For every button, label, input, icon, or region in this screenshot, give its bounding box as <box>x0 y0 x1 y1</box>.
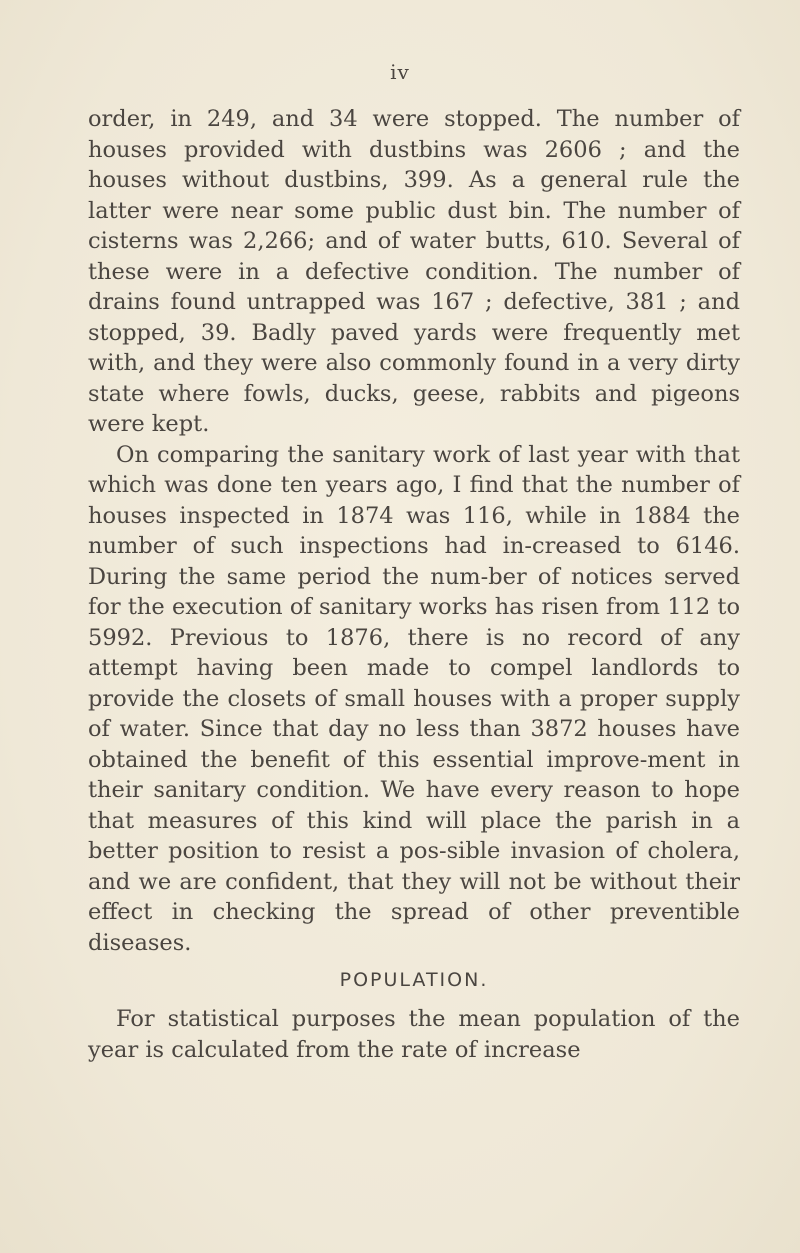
page-body <box>88 104 740 1065</box>
paragraph-population: For statistical purposes the mean population of the year is calculated from the rate of increase <box>88 1006 740 1063</box>
paragraph-sanitary-inspection-results: order, in 249, and 34 were stopped. The number of houses provided with dustbins was 2606 ; and the houses without dustbins, 399. As a general rule the latter were near some public dust bin. The number of cisterns was 2,266; and of water butts, 610. Several of these were in a defective condition. The number of drains found untrapped was 167 ; defective, 381 ; and stopped, 39. Badly paved yards were frequently met with, and they were also commonly found in a very dirty state where fowls, ducks, geese, rabbits and pigeons were kept. <box>88 106 740 437</box>
section-heading-population: POPULATION. <box>339 969 489 991</box>
paragraph-sanitary-work-comparison: On comparing the sanitary work of last year with that which was done ten years ago, I find that the number of houses inspected in 1874 was 116, while in 1884 the number of such inspections had in-creased to 6146. During the same period the num-ber of notices served for the execution of sanitary works has risen from 112 to 5992. Previous to 1876, there is no record of any attempt having been made to compel landlords to provide the closets of small houses with a proper supply of water. Since that day no less than 3872 houses have obtained the benefit of this essential improve-ment in their sanitary condition. We have every reason to hope that measures of this kind will place the parish in a better position to resist a pos-sible invasion of cholera, and we are confident, that they will not be without their effect in checking the spread of other preventible diseases. <box>88 441 740 956</box>
page-number: iv <box>390 60 410 84</box>
